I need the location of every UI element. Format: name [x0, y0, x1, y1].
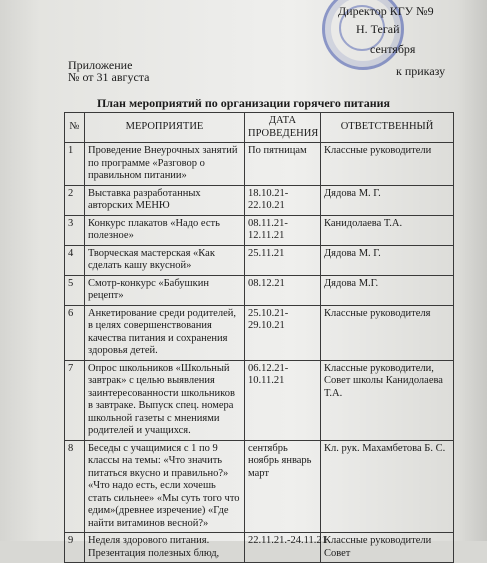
event-cell: Творческая мастерская «Как сделать кашу вкусной» [85, 245, 245, 275]
row-number: 1 [65, 143, 85, 186]
table-row [65, 440, 454, 533]
date-cell: 06.12.21-10.11.21 [245, 360, 321, 440]
header-date: ДАТА ПРОВЕДЕНИЯ [245, 113, 321, 143]
date-cell: 08.11.21-12.11.21 [245, 215, 321, 245]
responsible-cell: Дядова М. Г. [321, 245, 454, 275]
table-row [65, 360, 454, 440]
responsible-cell: Классные руководители Совет [321, 533, 454, 563]
document-title: План мероприятий по организации горячего питания [96, 96, 391, 110]
header-event: МЕРОПРИЯТИЕ [85, 113, 245, 143]
event-cell: Проведение Внеурочных занятий по программе «Разговор о правильном питании» [85, 143, 245, 186]
row-number: 2 [65, 185, 85, 215]
page-shadow-left [0, 0, 40, 541]
director-line: Директор КГУ №9 [338, 4, 434, 18]
event-cell: Смотр-конкурс «Бабушкин рецепт» [85, 275, 245, 305]
events-table [64, 112, 454, 563]
header-responsible: ОТВЕТСТВЕННЫЙ [321, 113, 454, 143]
row-number: 7 [65, 360, 85, 440]
table-row [65, 305, 454, 360]
date-cell: 25.11.21 [245, 245, 321, 275]
responsible-cell: Классные руководители [321, 143, 454, 186]
appendix-label: Приложение [68, 58, 133, 72]
row-number: 3 [65, 215, 85, 245]
table-row [65, 185, 454, 215]
responsible-cell: Классные руководителя [321, 305, 454, 360]
table-row [65, 275, 454, 305]
date-cell: 22.11.21.-24.11.21 [245, 533, 321, 563]
row-number: 4 [65, 245, 85, 275]
table-row [65, 533, 454, 563]
event-cell: Выставка разработанных авторских МЕНЮ [85, 185, 245, 215]
event-cell: Опрос школьников «Школьный завтрак» с целью выявления заинтересованности школьников в завтраке. Выпуск спец. номера школьной газеты с мнениями родителей и учащихся. [85, 360, 245, 440]
row-number: 6 [65, 305, 85, 360]
responsible-cell: Классные руководители, Совет школы Канидолаева Т.А. [321, 360, 454, 440]
event-cell: Анкетирование среди родителей, в целях совершенствования качества питания и сохранения здоровья детей. [85, 305, 245, 360]
table-row [65, 215, 454, 245]
to-order-label: к приказу [396, 64, 446, 78]
page-shadow-right [457, 0, 487, 541]
date-cell: сентябрь ноябрь январь март [245, 440, 321, 533]
approval-month: сентября [370, 42, 416, 56]
date-cell: 08.12.21 [245, 275, 321, 305]
row-number: 9 [65, 533, 85, 563]
row-number: 8 [65, 440, 85, 533]
header-no: № [65, 113, 85, 143]
event-cell: Беседы с учащимися с 1 по 9 классы на темы: «Что значить питаться вкусно и правильно?» «Что надо есть, если хочешь стать сильнее» «Мы суть того что едим»(древнее изречение) «Где найти витаминов весной?» [85, 440, 245, 533]
order-date: № от 31 августа [68, 70, 150, 84]
table-row [65, 143, 454, 186]
event-cell: Конкурс плакатов «Надо есть полезное» [85, 215, 245, 245]
responsible-cell: Канидолаева Т.А. [321, 215, 454, 245]
responsible-cell: Дядова М. Г. [321, 185, 454, 215]
event-cell: Неделя здорового питания. Презентация полезных блюд, [85, 533, 245, 563]
responsible-cell: Кл. рук. Махамбетова Б. С. [321, 440, 454, 533]
responsible-cell: Дядова М.Г. [321, 275, 454, 305]
table-row [65, 245, 454, 275]
date-cell: По пятницам [245, 143, 321, 186]
date-cell: 18.10.21-22.10.21 [245, 185, 321, 215]
date-cell: 25.10.21-29.10.21 [245, 305, 321, 360]
row-number: 5 [65, 275, 85, 305]
table-header-row [65, 113, 454, 143]
director-name: Н. Тегай [356, 22, 400, 36]
